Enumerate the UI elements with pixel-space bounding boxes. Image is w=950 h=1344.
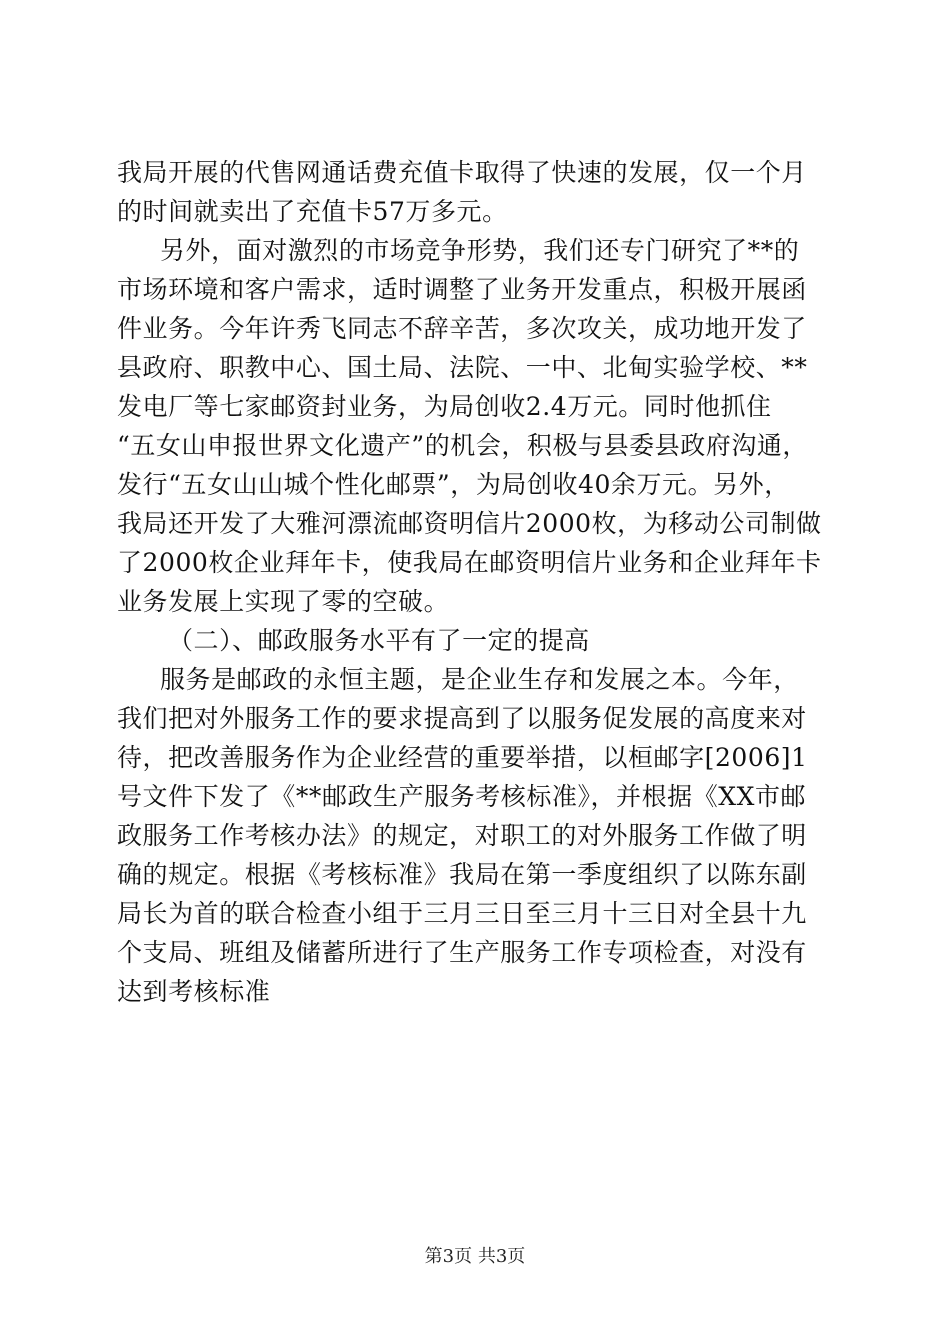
text-line: 发行“五女山山城个性化邮票”，为局创收40余万元。另外， [117,470,790,499]
text-line: 服务是邮政的永恒主题，是企业生存和发展之本。今年， [160,665,799,694]
text-line: 我局还开发了大雅河漂流邮资明信片2000枚，为移动公司制做 [117,509,822,538]
text-line: 了2000枚企业拜年卡，使我局在邮资明信片业务和企业拜年卡 [117,548,822,577]
text-line: 件业务。今年许秀飞同志不辞辛苦，多次攻关，成功地开发了 [117,314,807,343]
text-line: 另外，面对激烈的市场竞争形势，我们还专门研究了**的 [160,236,800,265]
page-footer: 第3页 共3页 [424,1246,526,1267]
text-line: 发电厂等七家邮资封业务，为局创收2.4万元。同时他抓住 [117,392,772,421]
text-line: 我们把对外服务工作的要求提高到了以服务促发展的高度来对 [117,704,807,733]
text-line: 达到考核标准 [117,977,271,1006]
text-line: 县政府、职教中心、国土局、法院、一中、北甸实验学校、** [117,353,808,382]
section-heading: （二）、邮政服务水平有了一定的提高 [168,626,590,655]
text-line: 的时间就卖出了充值卡57万多元。 [117,197,508,226]
text-line: 我局开展的代售网通话费充值卡取得了快速的发展，仅一个月 [117,158,807,187]
text-line: 政服务工作考核办法》的规定，对职工的对外服务工作做了明 [117,821,807,850]
text-line: 局长为首的联合检查小组于三月三日至三月十三日对全县十九 [117,899,807,928]
text-line: 个支局、班组及储蓄所进行了生产服务工作专项检查，对没有 [117,938,807,967]
text-line: 市场环境和客户需求，适时调整了业务开发重点，积极开展函 [117,275,807,304]
text-line: 业务发展上实现了零的空破。 [117,587,450,616]
text-line: 待，把改善服务作为企业经营的重要举措，以桓邮字[2006]1 [117,743,808,772]
text-line: 号文件下发了《**邮政生产服务考核标准》，并根据《XX市邮 [117,782,807,811]
document-body [0,153,950,1011]
text-line: “五女山申报世界文化遗产”的机会，积极与县委县政府沟通， [117,431,808,460]
text-line: 确的规定。根据《考核标准》我局在第一季度组织了以陈东副 [117,860,807,889]
